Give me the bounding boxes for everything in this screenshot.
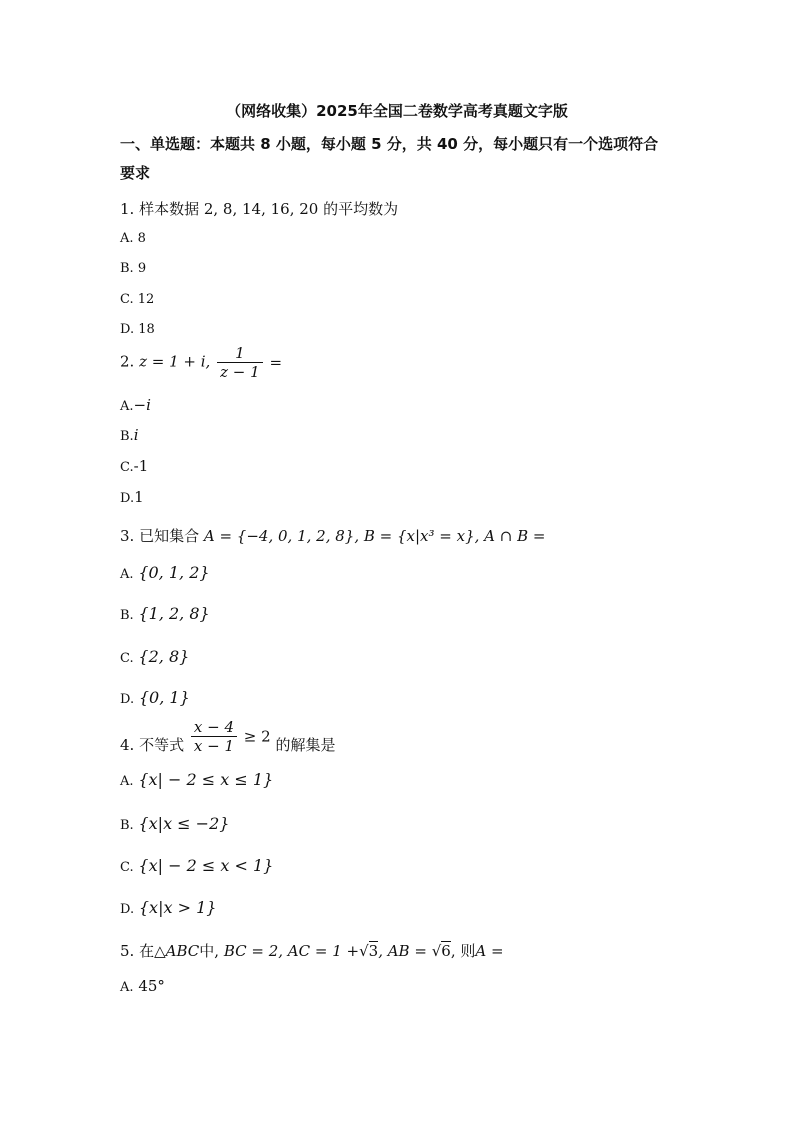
q4-inequality: ≥ 2 xyxy=(243,727,271,746)
q5-expr2: , AB = xyxy=(378,942,427,960)
q2-expr: z = 1 + i, xyxy=(139,352,211,371)
q2-tail: = xyxy=(269,353,283,372)
q4-frac-num: x − 4 xyxy=(191,718,237,737)
question-1-stem: 1. 样本数据 2, 8, 14, 16, 20 的平均数为 xyxy=(120,200,399,218)
q3-prefix: 3. 已知集合 xyxy=(120,527,200,545)
q2-fraction xyxy=(217,344,263,381)
q4-option-c: C. {x| − 2 ≤ x < 1} xyxy=(120,856,274,875)
q2-prefix: 2. xyxy=(120,352,135,371)
section-heading xyxy=(120,130,680,188)
q2-frac-num: 1 xyxy=(217,344,263,363)
q5-expr1: BC = 2, AC = 1 + xyxy=(223,942,360,960)
q1-option-c: C. 12 xyxy=(120,292,155,307)
q5-option-a: A. 45° xyxy=(120,977,165,995)
q3-option-a: A. {0, 1, 2} xyxy=(120,563,210,582)
q4-fraction xyxy=(191,718,237,755)
q5-sqrt-1: 3 xyxy=(368,942,379,960)
q1-option-b: B. 9 xyxy=(120,261,147,276)
q5-prefix: 5. 在 xyxy=(120,942,155,960)
section-heading-line1: 一、单选题：本题共 8 小题，每小题 5 分，共 40 分，每小题只有一个选项符合 xyxy=(120,135,659,153)
q3-option-b: B. {1, 2, 8} xyxy=(120,604,210,623)
q4-option-a: A. {x| − 2 ≤ x ≤ 1} xyxy=(120,770,274,789)
q5-mid: 中, xyxy=(199,942,220,960)
q2-frac-den: z − 1 xyxy=(220,363,260,381)
q2-option-d: D.1 xyxy=(120,488,144,506)
q3-option-d: D. {0, 1} xyxy=(120,688,190,707)
question-2-stem xyxy=(120,344,282,381)
q3-expr: A = {−4, 0, 1, 2, 8}, B = {x|x³ = x}, A ∩ B = xyxy=(203,527,546,545)
question-3-stem xyxy=(120,525,545,546)
q5-expr4: A = xyxy=(475,942,504,960)
q1-option-d: D. 18 xyxy=(120,322,155,337)
section-heading-line2: 要求 xyxy=(120,164,151,182)
q4-option-b: B. {x|x ≤ −2} xyxy=(120,814,230,833)
question-5-stem xyxy=(120,940,504,961)
q5-sqrt-sign-2: √ xyxy=(431,942,442,960)
q5-sqrt-sign-1: √ xyxy=(359,942,369,960)
q5-triangle: △ABC xyxy=(154,942,200,960)
q4-suffix: 的解集是 xyxy=(275,736,336,754)
q1-option-a: A. 8 xyxy=(120,231,146,246)
q2-option-b: B.i xyxy=(120,426,139,444)
q3-option-c: C. {2, 8} xyxy=(120,647,190,666)
document-title: （网络收集）2025年全国二卷数学高考真题文字版 xyxy=(226,102,568,120)
q2-option-c: C.-1 xyxy=(120,457,149,475)
q4-prefix: 4. 不等式 xyxy=(120,736,185,754)
q2-option-a: A.−i xyxy=(120,396,151,414)
q5-expr3: , 则 xyxy=(450,942,476,960)
q4-frac-den: x − 1 xyxy=(193,737,234,755)
q4-option-d: D. {x|x > 1} xyxy=(120,898,217,917)
question-4-stem xyxy=(120,718,335,755)
q5-sqrt-2: 6 xyxy=(441,942,451,960)
